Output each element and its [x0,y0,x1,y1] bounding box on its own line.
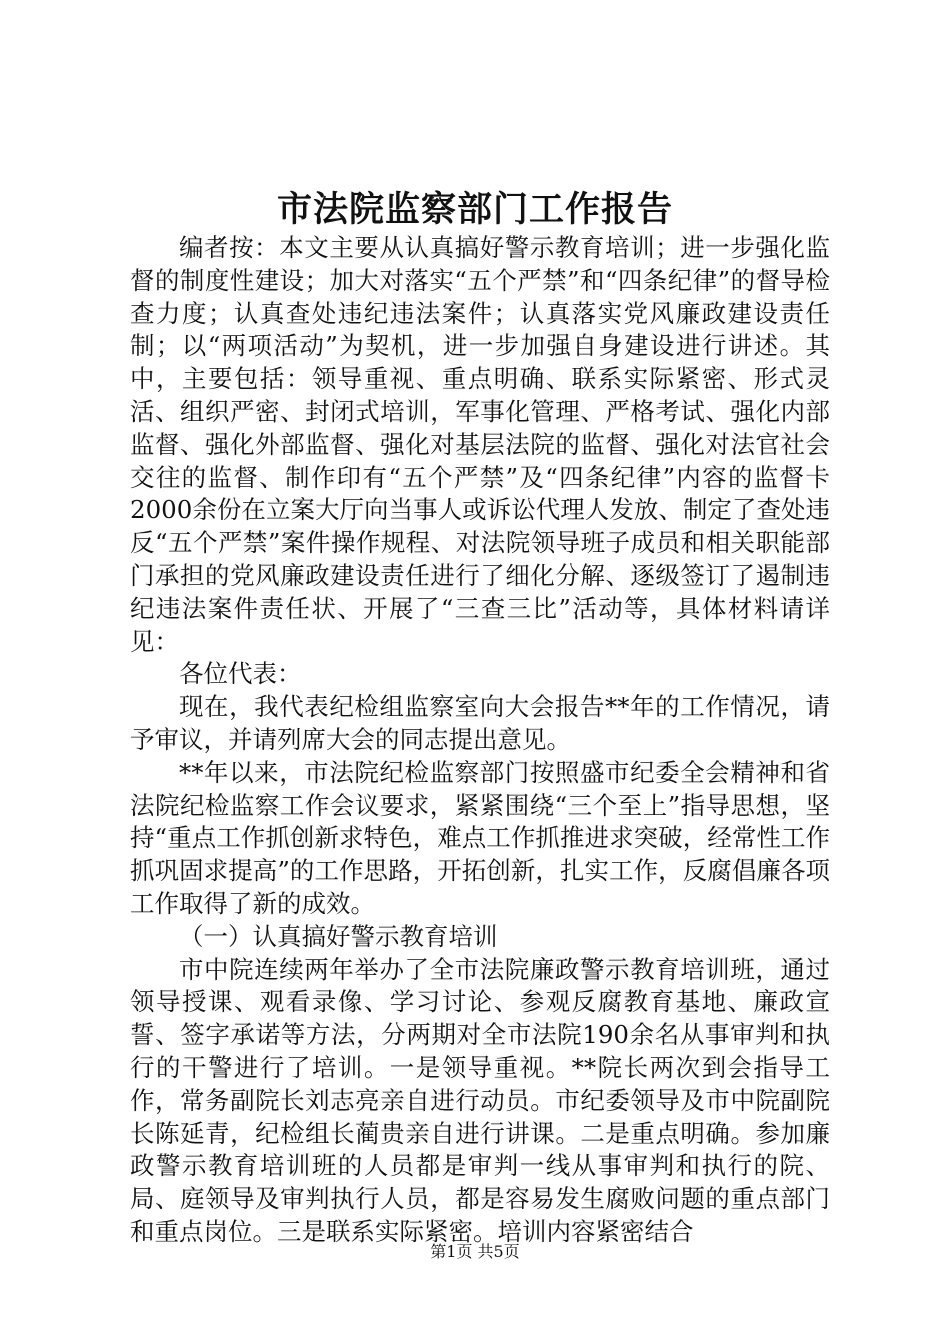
salutation-paragraph: 各位代表： [179,659,302,689]
document-title: 市法院监察部门工作报告 [276,189,673,230]
intro-paragraph: 现在，我代表纪检组监察室向大会报告**年的工作情况，请予审议，并请列席大会的同志提出意见。 [130,692,830,754]
editor-note-paragraph: 编者按：本文主要从认真搞好警示教育培训；进一步强化监督的制度性建设；加大对落实“五个严禁”和“四条纪律”的督导检查力度；认真查处违纪违法案件；认真落实党风廉政建设责任制；以“两项活动”为契机，进一步加强自身建设进行讲述。其中，主要包括：领导重视、重点明确、联系实际紧密、形式灵活、组织严密、封闭式培训，军事化管理、严格考试、强化内部监督、强化外部监督、强化对基层法院的监督、强化对法官社会交往的监督、制作印有“五个严禁”及“四条纪律”内容的监督卡2000余份在立案大厅向当事人或诉讼代理人发放、制定了查处违反“五个严禁”案件操作规程、对法院领导班子成员和相关职能部门承担的党风廉政建设责任进行了细化分解、逐级签订了遏制违纪违法案件责任状、开展了“三查三比”活动等，具体材料请详见： [130,233,830,656]
section-heading: （一）认真搞好警示教育培训 [179,921,498,951]
document-body [130,232,830,1249]
page-footer: 第1页 共5页 [430,1242,520,1261]
overview-paragraph: **年以来，市法院纪检监察部门按照盛市纪委全会精神和省法院纪检监察工作会议要求，紧紧围绕“三个至上”指导思想，坚持“重点工作抓创新求特色，难点工作抓推进求突破，经常性工作抓巩固求提高”的工作思路，开拓创新，扎实工作，反腐倡廉各项工作取得了新的成效。 [130,757,830,918]
section-paragraph: 市中院连续两年举办了全市法院廉政警示教育培训班，通过领导授课、观看录像、学习讨论、参观反腐教育基地、廉政宣誓、签字承诺等方法，分两期对全市法院190余名从事审判和执行的干警进行了培训。一是领导重视。**院长两次到会指导工作，常务副院长刘志亮亲自进行动员。市纪委领导及市中院副院长陈延青，纪检组长蔺贵亲自进行讲课。二是重点明确。参加廉政警示教育培训班的人员都是审判一线从事审判和执行的院、局、庭领导及审判执行人员，都是容易发生腐败问题的重点部门和重点岗位。三是联系实际紧密。培训内容紧密结合 [130,954,830,1246]
